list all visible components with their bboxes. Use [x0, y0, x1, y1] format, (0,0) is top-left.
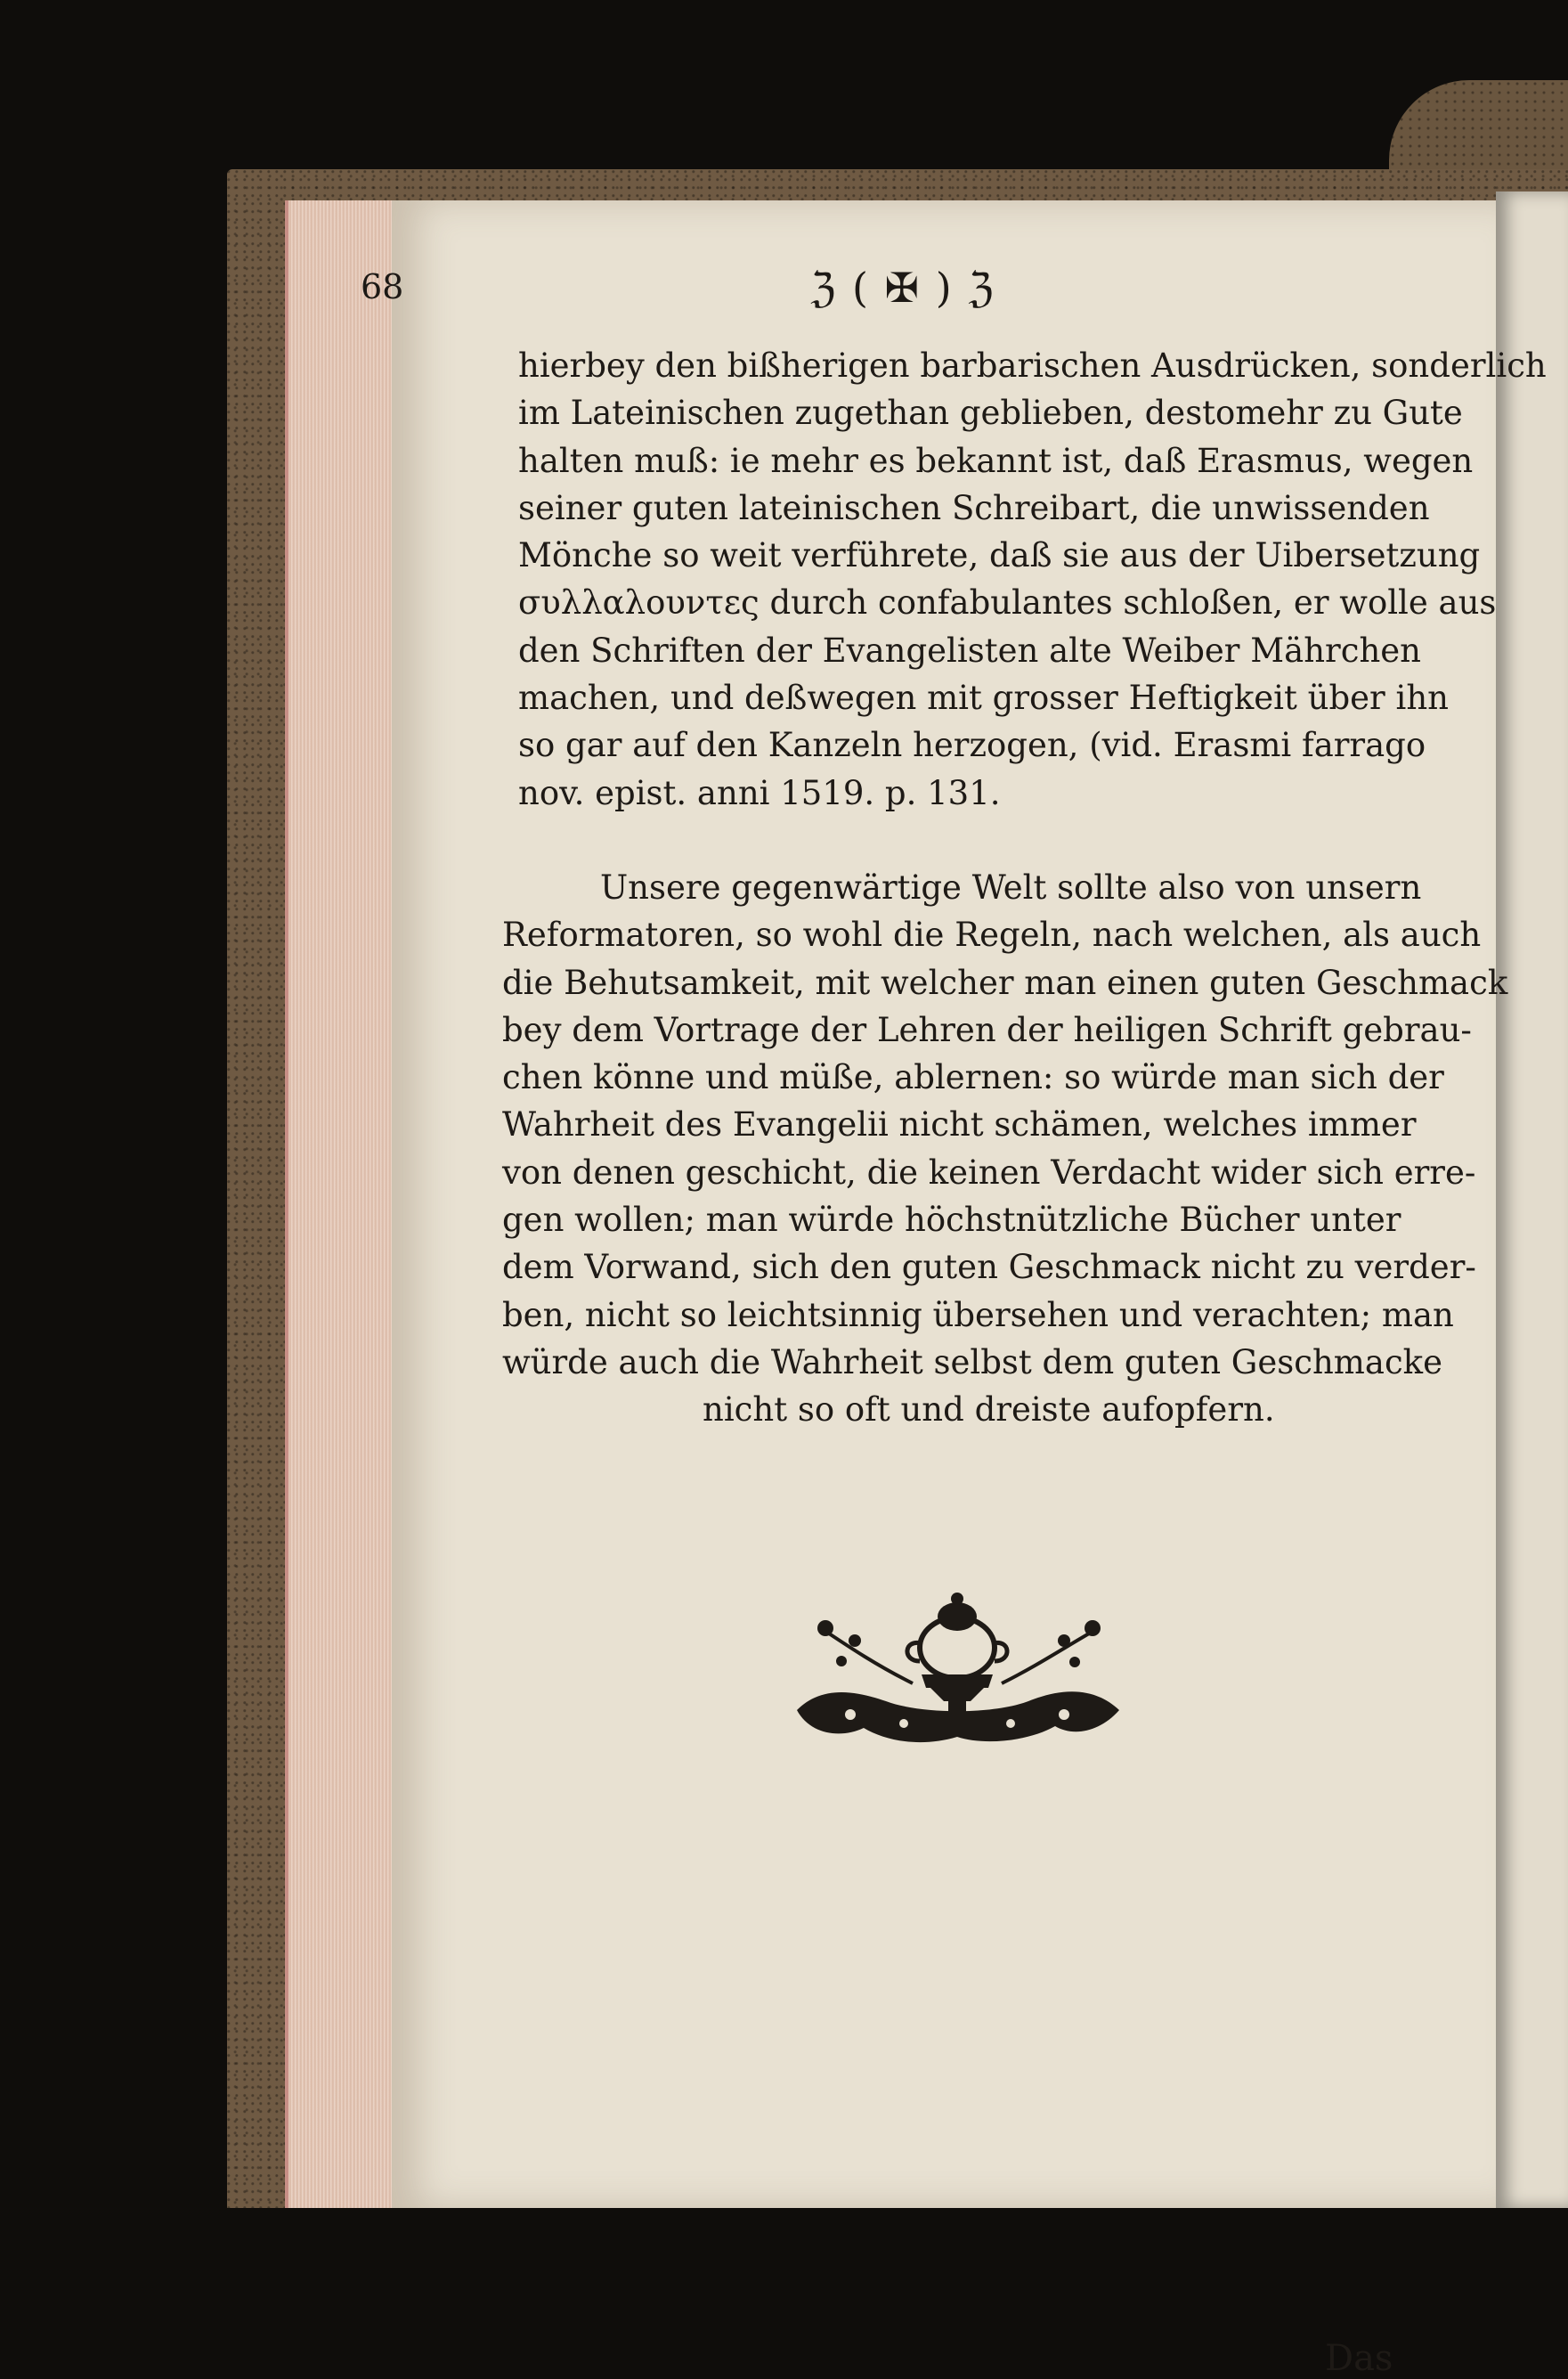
catchword: Das: [1325, 2338, 1393, 2379]
text-line: gen wollen; man würde höchstnützliche Bücher unter: [502, 1201, 1401, 1240]
text-line: von denen geschicht, die keinen Verdacht wider sich erre-: [502, 1153, 1476, 1192]
text-line: den Schriften der Evangelisten alte Weiber Mährchen: [518, 631, 1421, 670]
text-line: ben, nicht so leichtsinnig übersehen und verachten; man: [502, 1295, 1454, 1334]
text-line: nicht so oft und dreiste aufopfern.: [703, 1390, 1275, 1430]
text-line: die Behutsamkeit, mit welcher man einen guten Geschmack: [502, 963, 1508, 1002]
text-line: nov. epist. anni 1519. p. 131.: [518, 773, 1001, 812]
running-head: ℨ ( ✠ ) ℨ: [810, 264, 995, 312]
text-line: würde auch die Wahrheit selbst dem guten Geschmacke: [502, 1342, 1442, 1381]
text-line: συλλαλουντες durch confabulantes schloßen, er wolle aus: [518, 583, 1497, 623]
text-line: so gar auf den Kanzeln herzogen, (vid. Erasmi farrago: [518, 726, 1426, 765]
paragraph-2: [502, 864, 1507, 1434]
text-line: Unsere gegenwärtige Welt sollte also von unsern: [600, 868, 1422, 907]
page-number: 68: [361, 267, 404, 306]
text-line: machen, und deßwegen mit grosser Heftigkeit über ihn: [518, 679, 1449, 718]
text-line: Wahrheit des Evangelii nicht schämen, welches immer: [502, 1105, 1417, 1145]
text-line: seiner guten lateinischen Schreibart, die unwissenden: [518, 488, 1430, 527]
text-line: chen könne und müße, ablernen: so würde man sich der: [502, 1058, 1444, 1097]
text-line: hierbey den bißherigen barbarischen Ausdrücken, sonderlich: [518, 346, 1547, 385]
text-line: Mönche so weit verführete, daß sie aus der Uibersetzung: [518, 536, 1481, 575]
urn-ornament-icon: [788, 1576, 1126, 1764]
text-line: halten muß: ie mehr es bekannt ist, daß Erasmus, wegen: [518, 441, 1474, 480]
text-line: Reformatoren, so wohl die Regeln, nach welchen, als auch: [502, 916, 1482, 955]
text-line: im Lateinischen zugethan geblieben, destomehr zu Gute: [518, 394, 1463, 433]
page-edges: [285, 200, 395, 2208]
text-line: bey dem Vortrage der Lehren der heiligen Schrift gebrau-: [502, 1010, 1472, 1049]
text-line: dem Vorwand, sich den guten Geschmack nicht zu verder-: [502, 1248, 1476, 1287]
paragraph-1: [518, 342, 1547, 817]
